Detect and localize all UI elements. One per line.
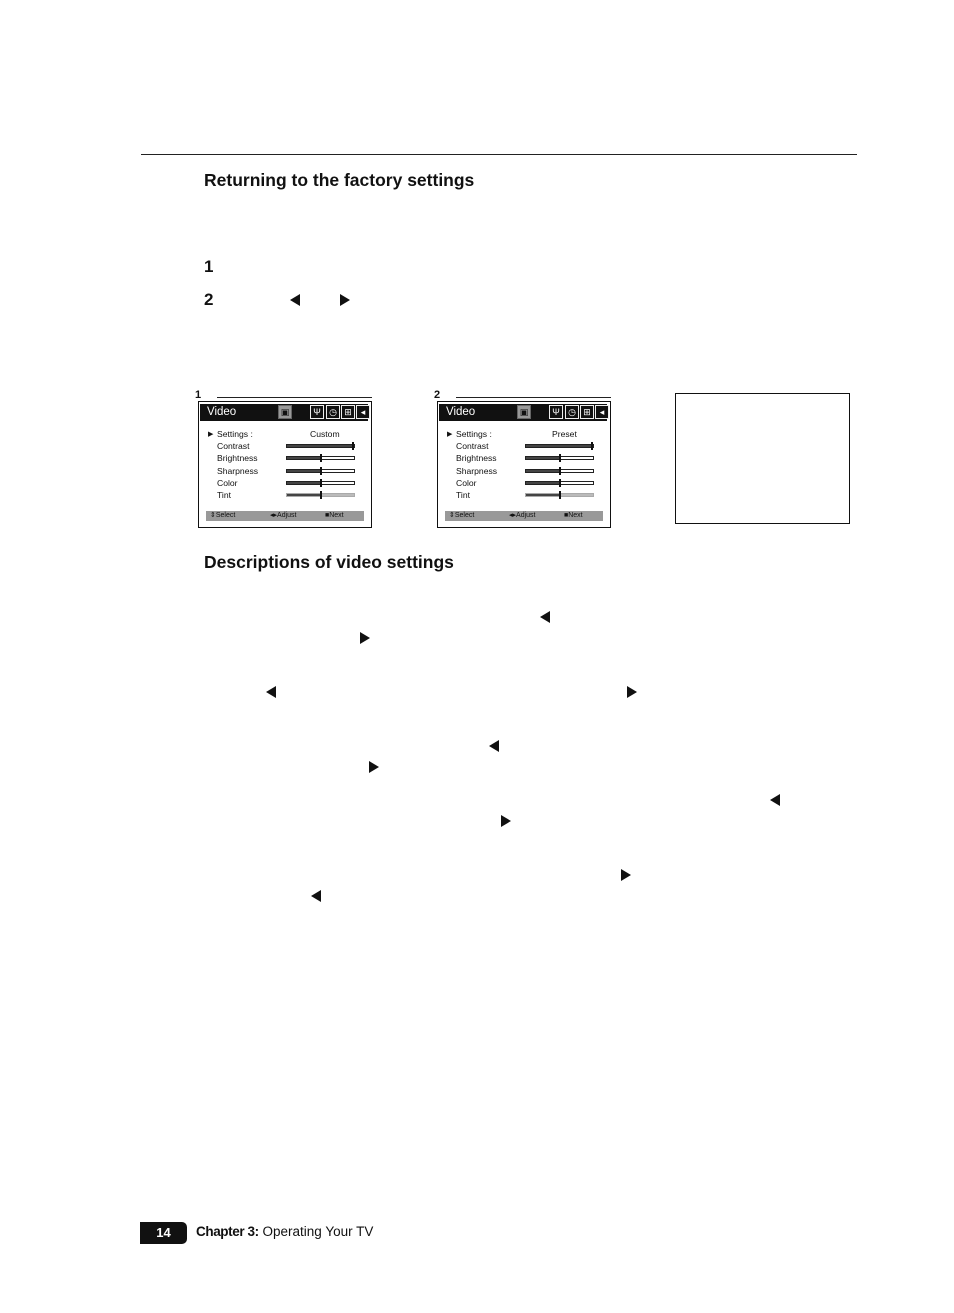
adjust-hint: ◂▸Adjust — [270, 512, 297, 519]
settings-label: Settings : — [217, 429, 253, 439]
settings-value: Preset — [552, 429, 577, 439]
sharpness-label: Sharpness — [217, 466, 259, 476]
clock-icon: ◷ — [326, 405, 340, 419]
contrast-label: Contrast — [217, 441, 250, 451]
color-label: Color — [217, 478, 238, 488]
pointer-icon: ▶ — [447, 431, 453, 438]
next-hint: ■Next — [564, 512, 583, 519]
screen-label-2: 2 — [434, 389, 441, 401]
left-arrow-icon — [489, 740, 499, 752]
section-title-descriptions: Descriptions of video settings — [204, 552, 454, 572]
screen-callout-line — [456, 397, 611, 398]
video-menu-screen-2 — [437, 401, 611, 528]
chapter-title: Operating Your TV — [262, 1224, 374, 1239]
header-rule — [141, 154, 857, 155]
settings-value: Custom — [310, 429, 340, 439]
speaker-icon: ◂ — [356, 405, 370, 419]
right-arrow-icon — [360, 632, 370, 644]
color-slider[interactable] — [525, 481, 594, 485]
section-title-factory: Returning to the factory settings — [204, 170, 475, 190]
tv-icon: ▣ — [278, 405, 292, 419]
contrast-slider[interactable] — [525, 444, 594, 448]
brightness-slider[interactable] — [525, 456, 594, 460]
video-menu-screen-1 — [198, 401, 372, 528]
right-arrow-icon — [501, 815, 511, 827]
page-number: 14 — [140, 1222, 187, 1244]
right-arrow-icon — [627, 686, 637, 698]
sharpness-slider[interactable] — [525, 469, 594, 473]
tint-label: Tint — [456, 490, 471, 500]
lock-icon: ⊞ — [341, 405, 355, 419]
antenna-icon: Ψ — [310, 405, 324, 419]
step-number-2: 2 — [204, 290, 214, 309]
lock-icon: ⊞ — [580, 405, 594, 419]
tint-slider[interactable] — [286, 493, 355, 497]
brightness-slider[interactable] — [286, 456, 355, 460]
color-slider[interactable] — [286, 481, 355, 485]
menu-footer — [445, 511, 603, 521]
clock-icon: ◷ — [565, 405, 579, 419]
select-hint: ⇕Select — [210, 512, 236, 519]
left-arrow-icon — [540, 611, 550, 623]
contrast-label: Contrast — [456, 441, 489, 451]
speaker-icon: ◂ — [595, 405, 609, 419]
empty-note-box — [675, 393, 850, 524]
left-arrow-icon — [770, 794, 780, 806]
sharpness-label: Sharpness — [456, 466, 498, 476]
tint-label: Tint — [217, 490, 232, 500]
chapter-footer — [196, 1224, 373, 1239]
brightness-label: Brightness — [217, 453, 258, 463]
right-arrow-icon — [621, 869, 631, 881]
settings-label: Settings : — [456, 429, 492, 439]
adjust-hint: ◂▸Adjust — [509, 512, 536, 519]
left-arrow-icon — [311, 890, 321, 902]
chapter-number: Chapter 3: — [196, 1224, 259, 1239]
tv-icon: ▣ — [517, 405, 531, 419]
next-hint: ■Next — [325, 512, 344, 519]
left-arrow-icon — [266, 686, 276, 698]
menu-footer — [206, 511, 364, 521]
menu-title-bar — [439, 404, 607, 421]
contrast-slider[interactable] — [286, 444, 355, 448]
antenna-icon: Ψ — [549, 405, 563, 419]
brightness-label: Brightness — [456, 453, 497, 463]
select-hint: ⇕Select — [449, 512, 475, 519]
color-label: Color — [456, 478, 477, 488]
sharpness-slider[interactable] — [286, 469, 355, 473]
screen-callout-line — [217, 397, 372, 398]
right-arrow-icon — [369, 761, 379, 773]
menu-title: Video — [207, 406, 237, 418]
tint-slider[interactable] — [525, 493, 594, 497]
pointer-icon: ▶ — [208, 431, 214, 438]
menu-title-bar — [200, 404, 368, 421]
menu-title: Video — [446, 406, 476, 418]
screen-label-1: 1 — [195, 389, 202, 401]
right-arrow-icon — [340, 294, 350, 306]
step-number-1: 1 — [204, 257, 214, 276]
left-arrow-icon — [290, 294, 300, 306]
